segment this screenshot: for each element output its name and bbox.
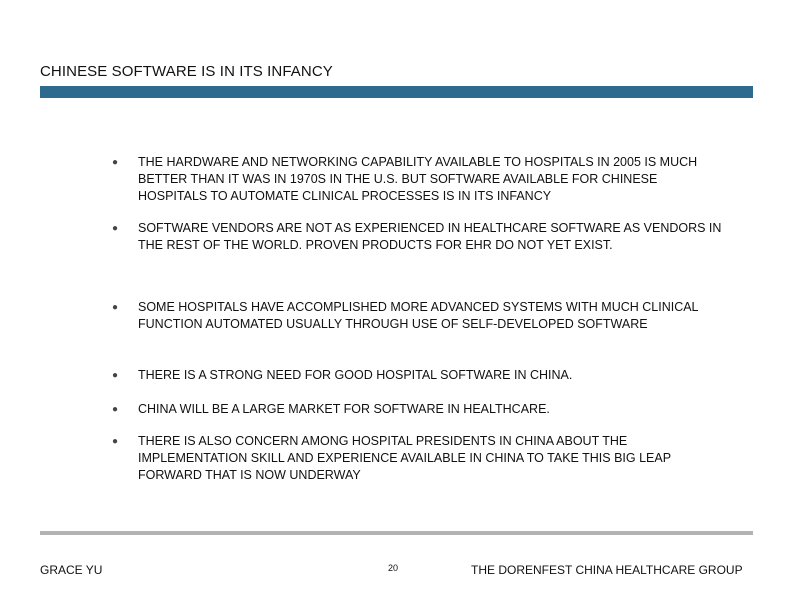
bullet-text: THE HARDWARE AND NETWORKING CAPABILITY AVAILABLE TO HOSPITALS IN 2005 IS MUCH BETTER THAN IT WAS IN 1970S IN THE U.S. BUT SOFTWARE AVAILABLE FOR CHINESE HOSPITALS TO AUTOMATE CLINICAL PROCESSES IS IN ITS INFANCY (138, 155, 698, 203)
title-rule (40, 86, 753, 98)
bullet-icon: ● (112, 436, 119, 447)
bullet-icon: ● (112, 370, 119, 381)
slide-title: CHINESE SOFTWARE IS IN ITS INFANCY (40, 63, 333, 80)
footer-author: GRACE YU (40, 563, 103, 577)
bullet-icon: ● (112, 404, 119, 415)
footer-rule (40, 531, 753, 535)
bullet-text: THERE IS A STRONG NEED FOR GOOD HOSPITAL SOFTWARE IN CHINA. (138, 368, 573, 382)
footer-organization: THE DORENFEST CHINA HEALTHCARE GROUP (471, 563, 743, 577)
bullet-text: THERE IS ALSO CONCERN AMONG HOSPITAL PRESIDENTS IN CHINA ABOUT THE IMPLEMENTATION SKILL AND EXPERIENCE AVAILABLE IN CHINA TO TAKE THIS BIG LEAP FORWARD THAT IS NOW UNDERWAY (138, 434, 671, 482)
bullet-icon: ● (112, 302, 119, 313)
bullet-text: CHINA WILL BE A LARGE MARKET FOR SOFTWARE IN HEALTHCARE. (138, 402, 550, 416)
bullet-text: SOFTWARE VENDORS ARE NOT AS EXPERIENCED IN HEALTHCARE SOFTWARE AS VENDORS IN THE REST OF THE WORLD. PROVEN PRODUCTS FOR EHR DO NOT YET EXIST. (138, 221, 722, 252)
bullet-icon: ● (112, 223, 119, 234)
bullet-icon: ● (112, 157, 119, 168)
page-number: 20 (388, 563, 399, 573)
bullet-text: SOME HOSPITALS HAVE ACCOMPLISHED MORE ADVANCED SYSTEMS WITH MUCH CLINICAL FUNCTION AUTOMATED USUALLY THROUGH USE OF SELF-DEVELOPED SOFTWARE (138, 300, 699, 331)
